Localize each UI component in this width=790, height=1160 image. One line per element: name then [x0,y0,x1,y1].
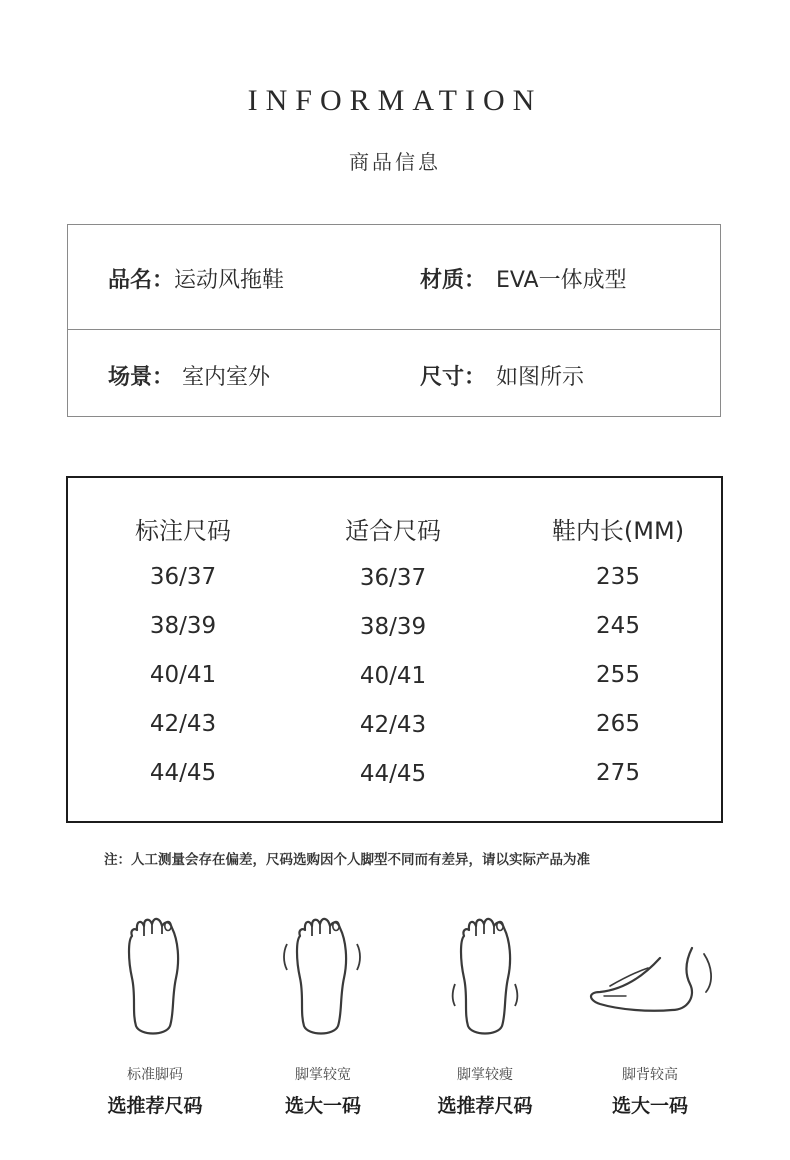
foot-type-narrow [410,900,560,1040]
foot-type-high-instep [575,900,725,1040]
product-name-value: 运动风拖鞋 [174,268,285,293]
wide-foot-icon [273,900,373,1040]
table-cell: 275 [596,760,640,786]
product-info-row-1 [68,225,720,330]
table-cell: 44/45 [359,761,427,787]
standard-foot-icon [110,900,200,1040]
page-title: INFORMATION [247,84,543,117]
table-cell: 40/41 [149,662,217,688]
foot-label-standard: 标准脚码 [127,1067,183,1083]
table-cell: 40/41 [359,663,427,689]
table-cell: 235 [596,564,640,590]
table-cell: 44/45 [149,760,217,786]
size-table-header-inner-length: 鞋内长(MM) [551,517,685,545]
foot-advice-narrow: 选推荐尺码 [437,1095,533,1117]
product-info-row-2 [68,330,720,418]
table-cell: 42/43 [359,712,427,738]
scene-label: 场景： [108,365,175,390]
size-label: 尺寸： [420,365,487,390]
product-material [420,263,627,294]
product-name-label: 品名： [108,268,175,293]
table-cell: 265 [596,711,640,737]
product-name [108,263,284,294]
table-cell: 245 [596,613,640,639]
table-cell: 36/37 [149,564,217,590]
product-size [420,360,584,391]
foot-advice-standard: 选推荐尺码 [107,1095,203,1117]
table-cell: 42/43 [149,711,217,737]
foot-advice-wide: 选大一码 [284,1095,361,1117]
material-label: 材质： [420,268,487,293]
size-chart [66,476,723,823]
product-info-box [67,224,721,417]
scene-value: 室内室外 [182,365,271,390]
material-value: EVA一体成型 [496,268,627,293]
foot-label-narrow: 脚掌较瘦 [457,1067,513,1083]
size-table-header-label-size: 标注尺码 [135,517,231,545]
table-cell: 38/39 [149,613,217,639]
foot-label-wide: 脚掌较宽 [295,1067,351,1083]
foot-type-standard [80,900,230,1040]
narrow-foot-icon [435,900,535,1040]
table-cell: 38/39 [359,614,427,640]
foot-label-high-instep: 脚背较高 [622,1067,678,1083]
table-cell: 255 [596,662,640,688]
product-scene [108,360,270,391]
size-value: 如图所示 [496,365,585,390]
measurement-note: 注：人工测量会存在偏差，尺码选购因个人脚型不同而有差异，请以实际产品为准 [104,852,590,868]
table-cell: 36/37 [359,565,427,591]
high-instep-foot-icon [580,900,720,1040]
foot-advice-high-instep: 选大一码 [611,1095,688,1117]
foot-type-wide [248,900,398,1040]
page-subtitle: 商品信息 [349,150,441,174]
size-table-header-fit-size: 适合尺码 [345,517,441,545]
